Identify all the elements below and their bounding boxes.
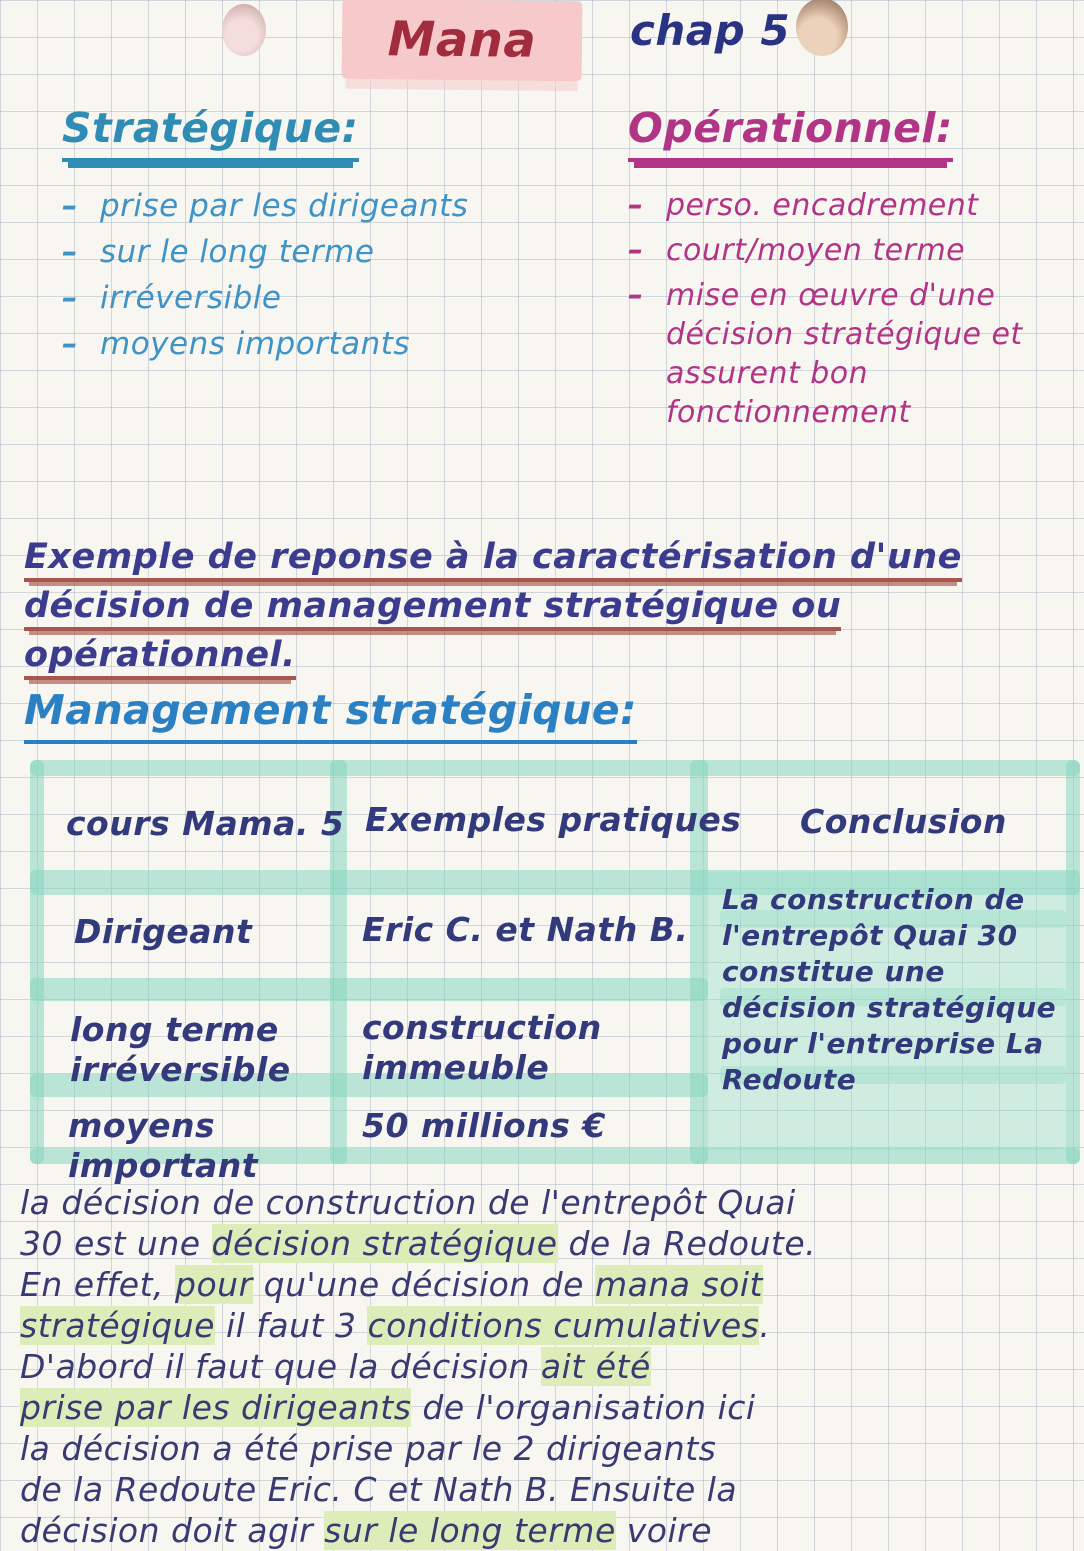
table-conclusion-text: La construction de l'entrepôt Quai 30 constitue une décision stratégique pour l'entreprise La Redoute (722, 883, 1057, 1096)
table-border-left (30, 760, 44, 1164)
management-table (30, 760, 1080, 1185)
exemple-line: Exemple de reponse à la caractérisation d'une (24, 533, 1084, 582)
table-cell: Eric C. et Nath B. (362, 910, 689, 949)
operationnel-list (628, 186, 1080, 432)
dash-bullet: – (628, 278, 644, 313)
table-row-separator (30, 978, 708, 1001)
hole-punch-right-icon (796, 0, 848, 56)
table-cell: Dirigeant (74, 912, 253, 951)
dash-bullet: – (62, 234, 78, 270)
table-border-top (30, 760, 1080, 776)
list-item (628, 276, 1080, 432)
title-highlight (342, 0, 583, 81)
paragraph-line: 30 est une décision stratégique de la Redoute. (20, 1224, 817, 1263)
list-item-label: sur le long terme (100, 234, 375, 270)
exemple-line: décision de management stratégique ou (24, 582, 1084, 631)
table-cell: long terme irréversible (70, 1010, 291, 1089)
dash-bullet: – (62, 280, 78, 316)
table-cell: moyens important (68, 1106, 259, 1185)
strategique-heading: Stratégique: (62, 104, 607, 152)
list-item-label: irréversible (100, 280, 282, 316)
paragraph-line: la décision a été prise par le 2 dirigeants (20, 1429, 717, 1468)
analysis-paragraph (20, 1182, 1082, 1551)
chapter-label: chap 5 (630, 6, 791, 55)
section-strategique (62, 104, 607, 370)
list-item (62, 186, 607, 226)
table-header-exemples: Exemples pratiques (365, 800, 742, 839)
table-header-conclusion: Conclusion (800, 802, 1007, 841)
list-item-label: court/moyen terme (666, 233, 966, 268)
section-operationnel (628, 104, 1080, 438)
exemple-line: opérationnel. (24, 631, 1084, 680)
list-item (62, 324, 607, 364)
paragraph-line: stratégique il faut 3 conditions cumulatives. (20, 1306, 771, 1345)
dash-bullet: – (628, 233, 644, 268)
list-item-label: prise par les dirigeants (100, 188, 469, 224)
list-item (62, 232, 607, 272)
table-header-cours: cours Mama. 5 (66, 804, 345, 843)
paragraph-line: décision doit agir sur le long terme voire (20, 1511, 713, 1550)
list-item (62, 278, 607, 318)
list-item (628, 186, 1080, 225)
list-item-label: moyens importants (100, 326, 411, 362)
page-title: Mana (387, 11, 537, 69)
table-cell: 50 millions € (362, 1106, 606, 1145)
dash-bullet: – (62, 326, 78, 362)
table-cell: construction immeuble (362, 1008, 602, 1087)
paragraph-line: prise par les dirigeants de l'organisation ici (20, 1388, 756, 1427)
management-heading: Management stratégique: (24, 686, 637, 734)
list-item-label: mise en œuvre d'une décision stratégique et assurent bon fonctionnement (666, 278, 1023, 430)
list-item-label: perso. encadrement (666, 188, 979, 223)
paragraph-line: D'abord il faut que la décision ait été (20, 1347, 651, 1386)
dash-bullet: – (62, 188, 78, 224)
exemple-heading (24, 533, 1084, 680)
paragraph-line: de la Redoute Eric. C et Nath B. Ensuite la (20, 1470, 738, 1509)
operationnel-heading: Opérationnel: (628, 104, 1080, 152)
paragraph-line: la décision de construction de l'entrepôt Quai (20, 1183, 796, 1222)
strategique-list (62, 186, 607, 364)
hole-punch-left-icon (222, 4, 266, 56)
dash-bullet: – (628, 188, 644, 223)
paragraph-line: En effet, pour qu'une décision de mana soit (20, 1265, 763, 1304)
list-item (628, 231, 1080, 270)
